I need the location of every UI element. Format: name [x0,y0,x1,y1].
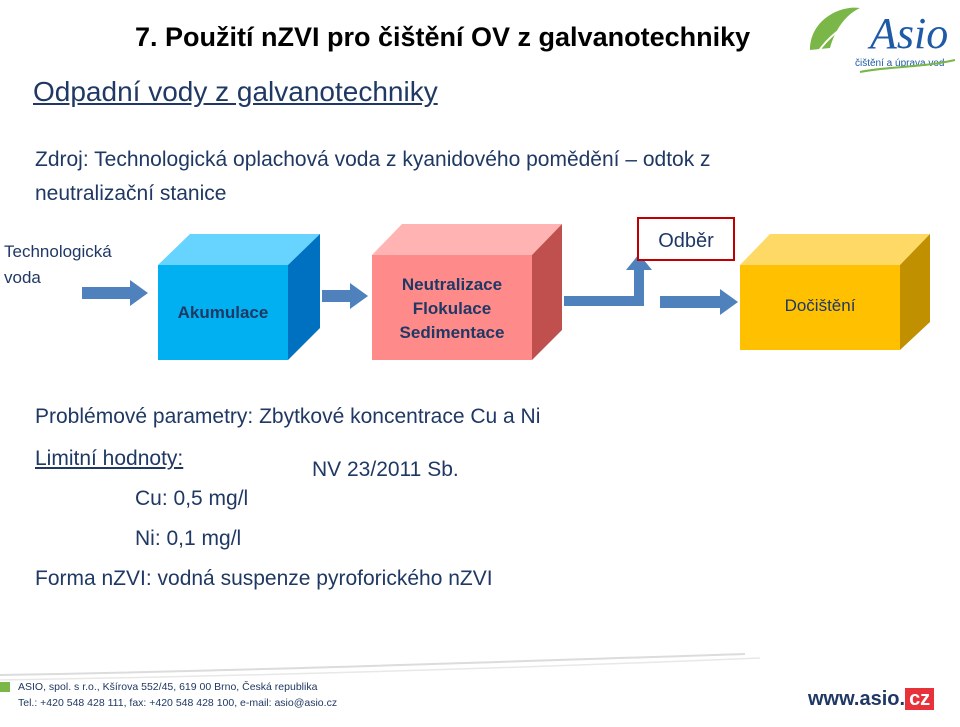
footer-address: ASIO, spol. s r.o., Kšírova 552/45, 619 00 Brno, Česká republika [18,681,318,693]
ni-limit: Ni: 0,1 mg/l [135,527,242,550]
footer-website[interactable] [808,688,934,711]
problem-parameters: Problémové parametry: Zbytkové koncentrace Cu a Ni [35,405,541,428]
arrow-accumulation-to-treatment [322,283,368,309]
box-final [740,234,930,350]
page-title: 7. Použití nZVI pro čištění OV z galvanotechniky [135,22,751,52]
source-line-2: neutralizační stanice [35,182,227,205]
svg-text:Asio: Asio [870,9,949,58]
asio-logo [800,0,960,80]
box-accumulation-label: Akumulace [177,303,269,322]
footer-website-main: www.asio. [808,688,906,710]
source-line-1: Zdroj: Technologická oplachová voda z kyanidového pomědění – odtok z [35,148,711,171]
box-treatment-line-1: Neutralizace [401,275,503,294]
box-accumulation [158,234,320,360]
leaf-icon [810,8,860,50]
footer-marker-icon [0,682,10,692]
limits-label: Limitní hodnoty: [35,447,184,470]
arrow-to-final [660,289,738,315]
box-treatment [372,224,562,360]
input-label-line-1: Technologická [4,242,112,261]
logo-tagline: čištění a úprava vod [855,58,945,69]
box-final-label: Dočištění [784,296,856,315]
input-arrow [82,280,148,306]
box-treatment-line-3: Sedimentace [399,323,505,342]
sampling-box [638,218,734,260]
regulation: NV 23/2011 Sb. [312,458,459,481]
cu-limit: Cu: 0,5 mg/l [135,487,249,510]
box-treatment-line-2: Flokulace [412,299,492,318]
footer-contact: Tel.: +420 548 428 111, fax: +420 548 428 100, e-mail: asio@asio.cz [18,697,338,709]
process-diagram [0,210,960,370]
arrow-to-sampling [564,254,652,306]
input-label-line-2: voda [4,268,41,287]
sampling-label: Odběr [658,230,714,252]
footer-website-tld: cz [905,688,934,710]
nzvi-form: Forma nZVI: vodná suspenze pyroforického nZVI [35,567,493,590]
page-subtitle: Odpadní vody z galvanotechniky [33,76,438,107]
